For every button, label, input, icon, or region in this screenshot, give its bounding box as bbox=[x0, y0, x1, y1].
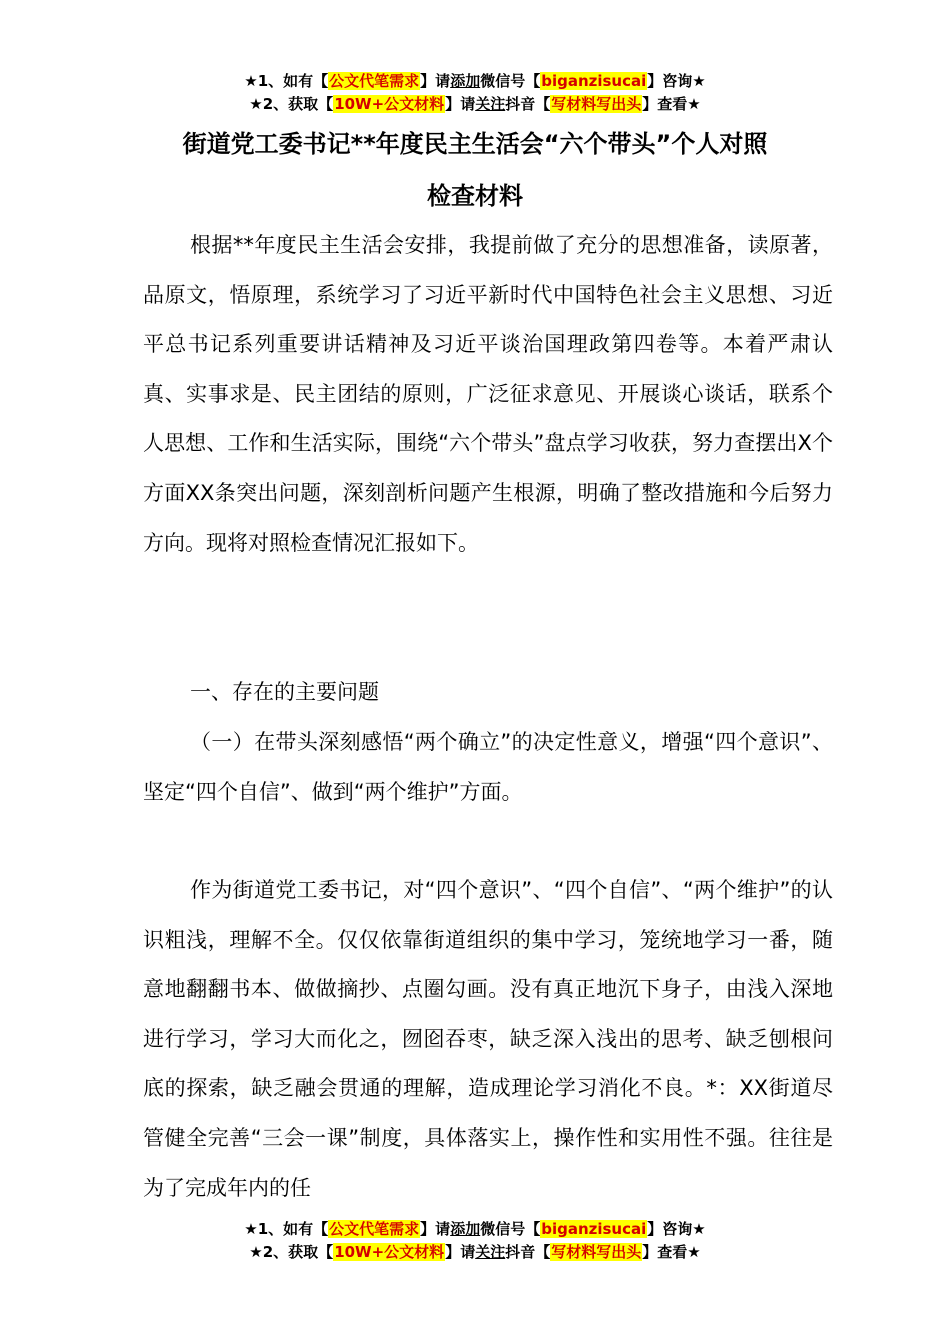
banner-text: ★2、获取【 bbox=[249, 1243, 334, 1261]
banner-highlight: 公文代笔需求 bbox=[329, 72, 420, 90]
banner-text: 】查看★ bbox=[642, 1243, 701, 1261]
intro-paragraph: 根据**年度民主生活会安排，我提前做了充分的思想准备，读原著，品原文，悟原理，系统学习了习近平新时代中国特色社会主义思想、习近平总书记系列重要讲话精神及习近平谈治国理政第四卷等。本着严肃认真、实事求是、民主团结的原则，广泛征求意见、开展谈心谈话，联系个人思想、工作和生活实际，围绕“六个带头”盘点学习收获，努力查摆出X个方面XX条突出问题，深刻剖析问题产生根源，明确了整改措施和今后努力方向。现将对照检查情况汇报如下。 bbox=[143, 233, 833, 555]
section-heading: 一、存在的主要问题 bbox=[190, 680, 379, 704]
banner-line-2 bbox=[0, 93, 950, 116]
body-paragraph: 作为街道党工委书记，对“四个意识”、“四个自信”、“两个维护”的认识粗浅，理解不全。仅仅依靠街道组织的集中学习，笼统地学习一番，随意地翻翻书本、做做摘抄、点圈勾画。没有真正地沉下身子，由浅入深地进行学习，学习大而化之，囫囵吞枣，缺乏深入浅出的思考、缺乏刨根问底的探索，缺乏融会贯通的理解，造成理论学习消化不良。*：XX街道尽管健全完善“三会一课”制度，具体落实上，操作性和实用性不强。往往是为了完成年内的任 bbox=[143, 878, 833, 1200]
footer-banner bbox=[0, 1218, 950, 1264]
banner-highlight: biganzisucai bbox=[541, 72, 647, 90]
banner-underlined: 关注 bbox=[475, 95, 506, 113]
banner-text: ★1、如有【 bbox=[244, 1220, 329, 1238]
header-banner bbox=[0, 70, 950, 116]
banner-text: 微信号【 bbox=[480, 1220, 541, 1238]
banner-text: 】请 bbox=[445, 1243, 476, 1261]
banner-highlight: 写材料写出头 bbox=[551, 95, 642, 113]
banner-underlined: 关注 bbox=[475, 1243, 506, 1261]
banner-text: 】咨询★ bbox=[647, 72, 706, 90]
banner-text: ★1、如有【 bbox=[244, 72, 329, 90]
subsection-heading: （一）在带头深刻感悟“两个确立”的决定性意义，增强“四个意识”、坚定“四个自信”、做到“两个维护”方面。 bbox=[143, 730, 833, 804]
banner-text: ★2、获取【 bbox=[249, 95, 334, 113]
banner-text: 】请 bbox=[420, 1220, 451, 1238]
banner-line-1 bbox=[0, 1218, 950, 1241]
banner-line-1 bbox=[0, 70, 950, 93]
banner-text: 】请 bbox=[445, 95, 476, 113]
banner-text: 】请 bbox=[420, 72, 451, 90]
banner-text: 微信号【 bbox=[480, 72, 541, 90]
document-title bbox=[120, 118, 830, 222]
banner-line-2 bbox=[0, 1241, 950, 1264]
banner-text: 】查看★ bbox=[642, 95, 701, 113]
banner-text: 抖音【 bbox=[505, 1243, 551, 1261]
title-line-1: 街道党工委书记**年度民主生活会“六个带头”个人对照 bbox=[182, 130, 768, 158]
banner-highlight: 写材料写出头 bbox=[551, 1243, 642, 1261]
banner-text: 】咨询★ bbox=[647, 1220, 706, 1238]
banner-text: 抖音【 bbox=[505, 95, 551, 113]
banner-highlight: biganzisucai bbox=[541, 1220, 647, 1238]
banner-highlight: 公文代笔需求 bbox=[329, 1220, 420, 1238]
title-line-2: 检查材料 bbox=[427, 182, 523, 210]
banner-underlined: 添加 bbox=[450, 1220, 481, 1238]
banner-highlight: 10W+公文材料 bbox=[334, 1243, 445, 1261]
banner-highlight: 10W+公文材料 bbox=[334, 95, 445, 113]
banner-underlined: 添加 bbox=[450, 72, 481, 90]
